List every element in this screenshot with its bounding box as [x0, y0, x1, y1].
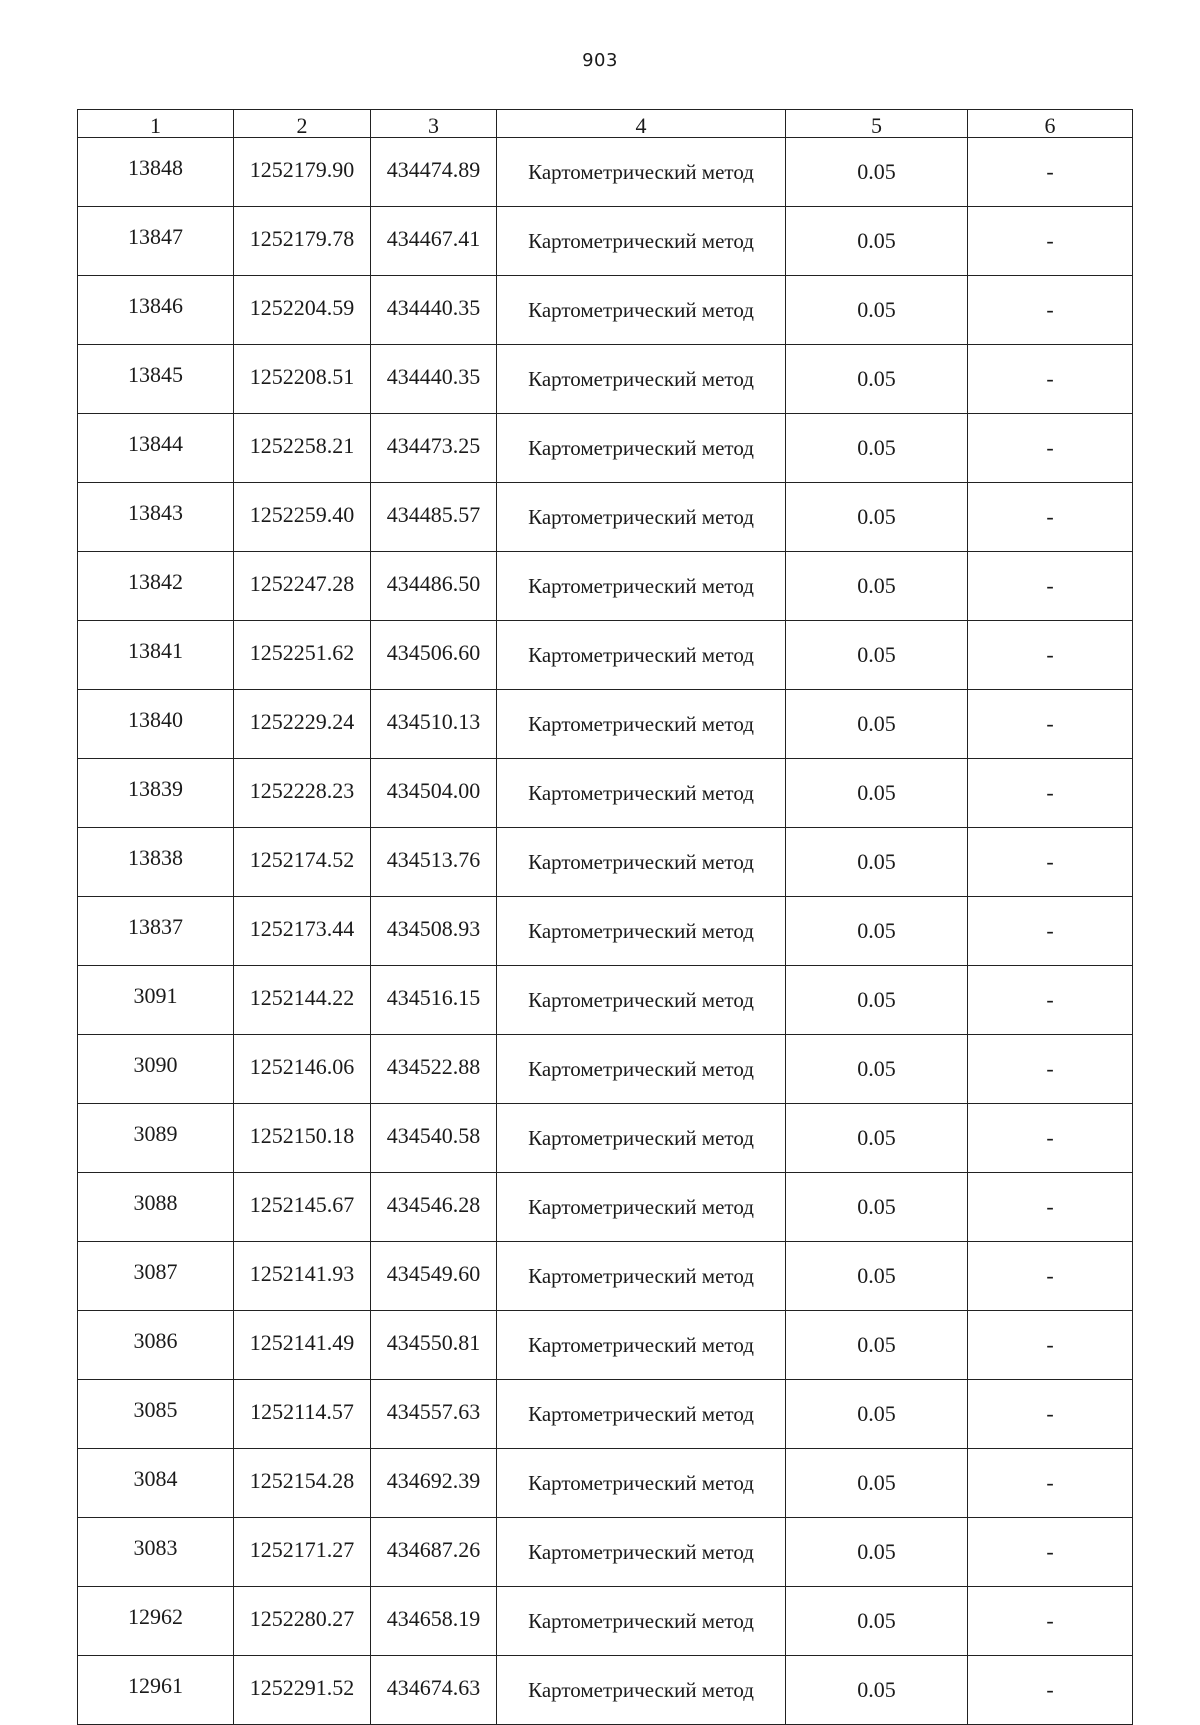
y-coordinate-cell: 434522.88	[371, 1035, 497, 1104]
accuracy-cell: 0.05	[786, 138, 968, 207]
y-coordinate-cell: 434473.25	[371, 414, 497, 483]
y-coordinate-cell: 434467.41	[371, 207, 497, 276]
x-coordinate-cell: 1252259.40	[234, 483, 371, 552]
x-coordinate-cell: 1252150.18	[234, 1104, 371, 1173]
point-number-cell: 13838	[78, 828, 234, 897]
point-number-cell: 12961	[78, 1656, 234, 1725]
point-number-cell: 3091	[78, 966, 234, 1035]
method-cell: Картометрический метод	[497, 276, 786, 345]
point-number-cell: 3090	[78, 1035, 234, 1104]
table-row	[78, 138, 1133, 207]
y-coordinate-cell: 434440.35	[371, 345, 497, 414]
table-row	[78, 552, 1133, 621]
accuracy-cell: 0.05	[786, 1587, 968, 1656]
note-cell: -	[968, 345, 1133, 414]
point-number-cell: 3087	[78, 1242, 234, 1311]
y-coordinate-cell: 434540.58	[371, 1104, 497, 1173]
accuracy-cell: 0.05	[786, 414, 968, 483]
accuracy-cell: 0.05	[786, 1242, 968, 1311]
table-row	[78, 276, 1133, 345]
x-coordinate-cell: 1252228.23	[234, 759, 371, 828]
table-row	[78, 1035, 1133, 1104]
point-number-cell: 3084	[78, 1449, 234, 1518]
header-row	[78, 110, 1133, 138]
method-cell: Картометрический метод	[497, 897, 786, 966]
accuracy-cell: 0.05	[786, 966, 968, 1035]
x-coordinate-cell: 1252145.67	[234, 1173, 371, 1242]
note-cell: -	[968, 1518, 1133, 1587]
x-coordinate-cell: 1252247.28	[234, 552, 371, 621]
method-cell: Картометрический метод	[497, 966, 786, 1035]
x-coordinate-cell: 1252280.27	[234, 1587, 371, 1656]
method-cell: Картометрический метод	[497, 690, 786, 759]
y-coordinate-cell: 434557.63	[371, 1380, 497, 1449]
table-row	[78, 1380, 1133, 1449]
method-cell: Картометрический метод	[497, 1173, 786, 1242]
x-coordinate-cell: 1252141.93	[234, 1242, 371, 1311]
note-cell: -	[968, 138, 1133, 207]
note-cell: -	[968, 759, 1133, 828]
x-coordinate-cell: 1252146.06	[234, 1035, 371, 1104]
x-coordinate-cell: 1252291.52	[234, 1656, 371, 1725]
point-number-cell: 3086	[78, 1311, 234, 1380]
table-row	[78, 483, 1133, 552]
accuracy-cell: 0.05	[786, 1656, 968, 1725]
accuracy-cell: 0.05	[786, 828, 968, 897]
point-number-cell: 13843	[78, 483, 234, 552]
accuracy-cell: 0.05	[786, 1449, 968, 1518]
point-number-cell: 13840	[78, 690, 234, 759]
x-coordinate-cell: 1252173.44	[234, 897, 371, 966]
y-coordinate-cell: 434510.13	[371, 690, 497, 759]
table-row	[78, 414, 1133, 483]
note-cell: -	[968, 1242, 1133, 1311]
x-coordinate-cell: 1252154.28	[234, 1449, 371, 1518]
table-row	[78, 1173, 1133, 1242]
column-header-2: 2	[234, 110, 371, 138]
point-number-cell: 3089	[78, 1104, 234, 1173]
accuracy-cell: 0.05	[786, 759, 968, 828]
point-number-cell: 13845	[78, 345, 234, 414]
table-row	[78, 1311, 1133, 1380]
point-number-cell: 3083	[78, 1518, 234, 1587]
accuracy-cell: 0.05	[786, 690, 968, 759]
accuracy-cell: 0.05	[786, 1311, 968, 1380]
accuracy-cell: 0.05	[786, 1518, 968, 1587]
y-coordinate-cell: 434516.15	[371, 966, 497, 1035]
accuracy-cell: 0.05	[786, 1104, 968, 1173]
column-header-3: 3	[371, 110, 497, 138]
note-cell: -	[968, 1311, 1133, 1380]
y-coordinate-cell: 434508.93	[371, 897, 497, 966]
note-cell: -	[968, 1587, 1133, 1656]
method-cell: Картометрический метод	[497, 552, 786, 621]
method-cell: Картометрический метод	[497, 414, 786, 483]
x-coordinate-cell: 1252179.78	[234, 207, 371, 276]
point-number-cell: 3088	[78, 1173, 234, 1242]
note-cell: -	[968, 1173, 1133, 1242]
note-cell: -	[968, 1035, 1133, 1104]
note-cell: -	[968, 966, 1133, 1035]
x-coordinate-cell: 1252141.49	[234, 1311, 371, 1380]
method-cell: Картометрический метод	[497, 483, 786, 552]
x-coordinate-cell: 1252251.62	[234, 621, 371, 690]
column-header-1: 1	[78, 110, 234, 138]
point-number-cell: 13844	[78, 414, 234, 483]
accuracy-cell: 0.05	[786, 483, 968, 552]
point-number-cell: 12962	[78, 1587, 234, 1656]
note-cell: -	[968, 1449, 1133, 1518]
note-cell: -	[968, 621, 1133, 690]
point-number-cell: 13848	[78, 138, 234, 207]
table-row	[78, 207, 1133, 276]
accuracy-cell: 0.05	[786, 1173, 968, 1242]
table-row	[78, 897, 1133, 966]
table-header	[78, 110, 1133, 138]
note-cell: -	[968, 414, 1133, 483]
note-cell: -	[968, 828, 1133, 897]
note-cell: -	[968, 1656, 1133, 1725]
y-coordinate-cell: 434687.26	[371, 1518, 497, 1587]
accuracy-cell: 0.05	[786, 621, 968, 690]
method-cell: Картометрический метод	[497, 1449, 786, 1518]
point-number-cell: 13839	[78, 759, 234, 828]
method-cell: Картометрический метод	[497, 621, 786, 690]
point-number-cell: 13842	[78, 552, 234, 621]
table-row	[78, 345, 1133, 414]
note-cell: -	[968, 483, 1133, 552]
note-cell: -	[968, 1380, 1133, 1449]
table-row	[78, 1449, 1133, 1518]
table-row	[78, 1518, 1133, 1587]
y-coordinate-cell: 434550.81	[371, 1311, 497, 1380]
table-row	[78, 759, 1133, 828]
method-cell: Картометрический метод	[497, 1311, 786, 1380]
accuracy-cell: 0.05	[786, 1380, 968, 1449]
note-cell: -	[968, 690, 1133, 759]
y-coordinate-cell: 434485.57	[371, 483, 497, 552]
column-header-5: 5	[786, 110, 968, 138]
y-coordinate-cell: 434658.19	[371, 1587, 497, 1656]
table-row	[78, 966, 1133, 1035]
y-coordinate-cell: 434549.60	[371, 1242, 497, 1311]
y-coordinate-cell: 434513.76	[371, 828, 497, 897]
x-coordinate-cell: 1252114.57	[234, 1380, 371, 1449]
y-coordinate-cell: 434506.60	[371, 621, 497, 690]
method-cell: Картометрический метод	[497, 759, 786, 828]
accuracy-cell: 0.05	[786, 552, 968, 621]
y-coordinate-cell: 434692.39	[371, 1449, 497, 1518]
note-cell: -	[968, 897, 1133, 966]
column-header-6: 6	[968, 110, 1133, 138]
method-cell: Картометрический метод	[497, 1242, 786, 1311]
note-cell: -	[968, 276, 1133, 345]
point-number-cell: 13841	[78, 621, 234, 690]
y-coordinate-cell: 434674.63	[371, 1656, 497, 1725]
coordinates-table	[77, 109, 1133, 1725]
table-row	[78, 1104, 1133, 1173]
y-coordinate-cell: 434504.00	[371, 759, 497, 828]
table-row	[78, 690, 1133, 759]
note-cell: -	[968, 1104, 1133, 1173]
y-coordinate-cell: 434474.89	[371, 138, 497, 207]
accuracy-cell: 0.05	[786, 345, 968, 414]
method-cell: Картометрический метод	[497, 1656, 786, 1725]
accuracy-cell: 0.05	[786, 1035, 968, 1104]
method-cell: Картометрический метод	[497, 1380, 786, 1449]
accuracy-cell: 0.05	[786, 897, 968, 966]
page-number: 903	[582, 50, 618, 71]
table-row	[78, 1587, 1133, 1656]
x-coordinate-cell: 1252204.59	[234, 276, 371, 345]
column-header-4: 4	[497, 110, 786, 138]
x-coordinate-cell: 1252179.90	[234, 138, 371, 207]
method-cell: Картометрический метод	[497, 207, 786, 276]
y-coordinate-cell: 434440.35	[371, 276, 497, 345]
method-cell: Картометрический метод	[497, 345, 786, 414]
method-cell: Картометрический метод	[497, 1587, 786, 1656]
accuracy-cell: 0.05	[786, 276, 968, 345]
point-number-cell: 13847	[78, 207, 234, 276]
x-coordinate-cell: 1252144.22	[234, 966, 371, 1035]
table-row	[78, 1656, 1133, 1725]
table-row	[78, 621, 1133, 690]
table-row	[78, 828, 1133, 897]
y-coordinate-cell: 434486.50	[371, 552, 497, 621]
point-number-cell: 13846	[78, 276, 234, 345]
method-cell: Картометрический метод	[497, 138, 786, 207]
point-number-cell: 3085	[78, 1380, 234, 1449]
x-coordinate-cell: 1252229.24	[234, 690, 371, 759]
y-coordinate-cell: 434546.28	[371, 1173, 497, 1242]
method-cell: Картометрический метод	[497, 1518, 786, 1587]
point-number-cell: 13837	[78, 897, 234, 966]
method-cell: Картометрический метод	[497, 828, 786, 897]
method-cell: Картометрический метод	[497, 1035, 786, 1104]
x-coordinate-cell: 1252208.51	[234, 345, 371, 414]
x-coordinate-cell: 1252258.21	[234, 414, 371, 483]
x-coordinate-cell: 1252174.52	[234, 828, 371, 897]
x-coordinate-cell: 1252171.27	[234, 1518, 371, 1587]
note-cell: -	[968, 207, 1133, 276]
table-body	[78, 138, 1133, 1725]
table-row	[78, 1242, 1133, 1311]
method-cell: Картометрический метод	[497, 1104, 786, 1173]
accuracy-cell: 0.05	[786, 207, 968, 276]
note-cell: -	[968, 552, 1133, 621]
